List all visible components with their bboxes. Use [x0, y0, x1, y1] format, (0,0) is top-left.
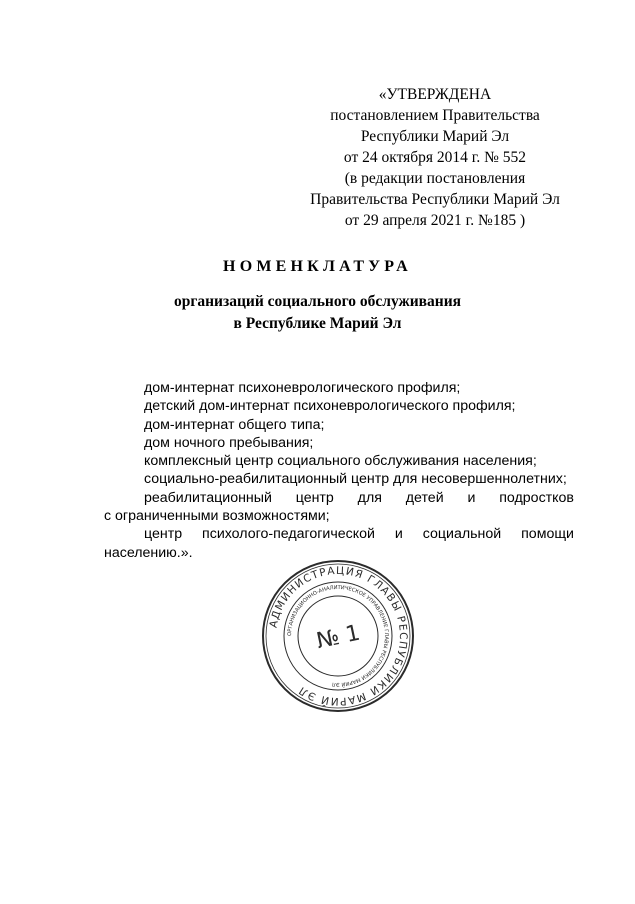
seal-center-number: № 1: [314, 620, 363, 655]
word: социальной: [422, 526, 502, 543]
list-item: дом-интернат общего типа;: [144, 416, 325, 433]
subtitle-line: в Республике Марий Эл: [233, 315, 402, 332]
list-item-justified: [104, 525, 574, 543]
document-title: НОМЕНКЛАТУРА: [223, 258, 412, 275]
approval-line: Правительства Республики Марий Эл: [310, 191, 560, 208]
document-subtitle: [0, 291, 635, 335]
list-item-justified: [104, 489, 574, 507]
word: для: [357, 489, 382, 506]
approval-line: от 24 октября 2014 г. № 552: [343, 149, 527, 166]
approval-line: (в редакции постановления: [344, 170, 526, 187]
list-item: детский дом-интернат психоневрологического профиля;: [144, 398, 516, 415]
word: реабилитационный: [144, 489, 272, 506]
seal-outer-text-path: АДМИНИСТРАЦИЯ ГЛАВЫ РЕСПУБЛИКИ МАРИЙ ЭЛ: [267, 564, 410, 708]
list-item: комплексный центр социального обслуживания населения;: [144, 453, 537, 470]
list-item: дом ночного пребывания;: [144, 434, 314, 451]
organization-list: [104, 379, 574, 562]
word: центр: [295, 489, 334, 506]
word: подростков: [499, 489, 574, 506]
list-item: социально-реабилитационный центр для несовершеннолетних;: [144, 471, 567, 488]
official-seal: [260, 558, 416, 714]
list-item-continuation: населению.».: [104, 544, 193, 561]
approval-block: [300, 84, 570, 231]
word: детей: [405, 489, 444, 506]
word: и: [394, 526, 403, 543]
word: и: [467, 489, 476, 506]
list-item: дом-интернат психоневрологического профиля;: [144, 380, 461, 396]
list-item-continuation: с ограниченными возможностями;: [104, 508, 330, 525]
approval-line: постановлением Правительства: [330, 107, 540, 124]
word: психолого-педагогической: [202, 526, 375, 543]
word: центр: [144, 526, 183, 543]
subtitle-line: организаций социального обслуживания: [173, 293, 462, 310]
approval-line: от 29 апреля 2021 г. №185 ): [344, 212, 526, 229]
approval-line: Республики Марий Эл: [360, 128, 510, 145]
seal-inner-text-path: ОРГАНИЗАЦИОННО-АНАЛИТИЧЕСКОЕ УПРАВЛЕНИЕ ГЛАВЫ РЕСПУБЛИКИ МАРИЙ ЭЛ: [286, 584, 390, 688]
approval-line: «УТВЕРЖДЕНА: [378, 86, 492, 103]
word: помощи: [521, 526, 574, 543]
